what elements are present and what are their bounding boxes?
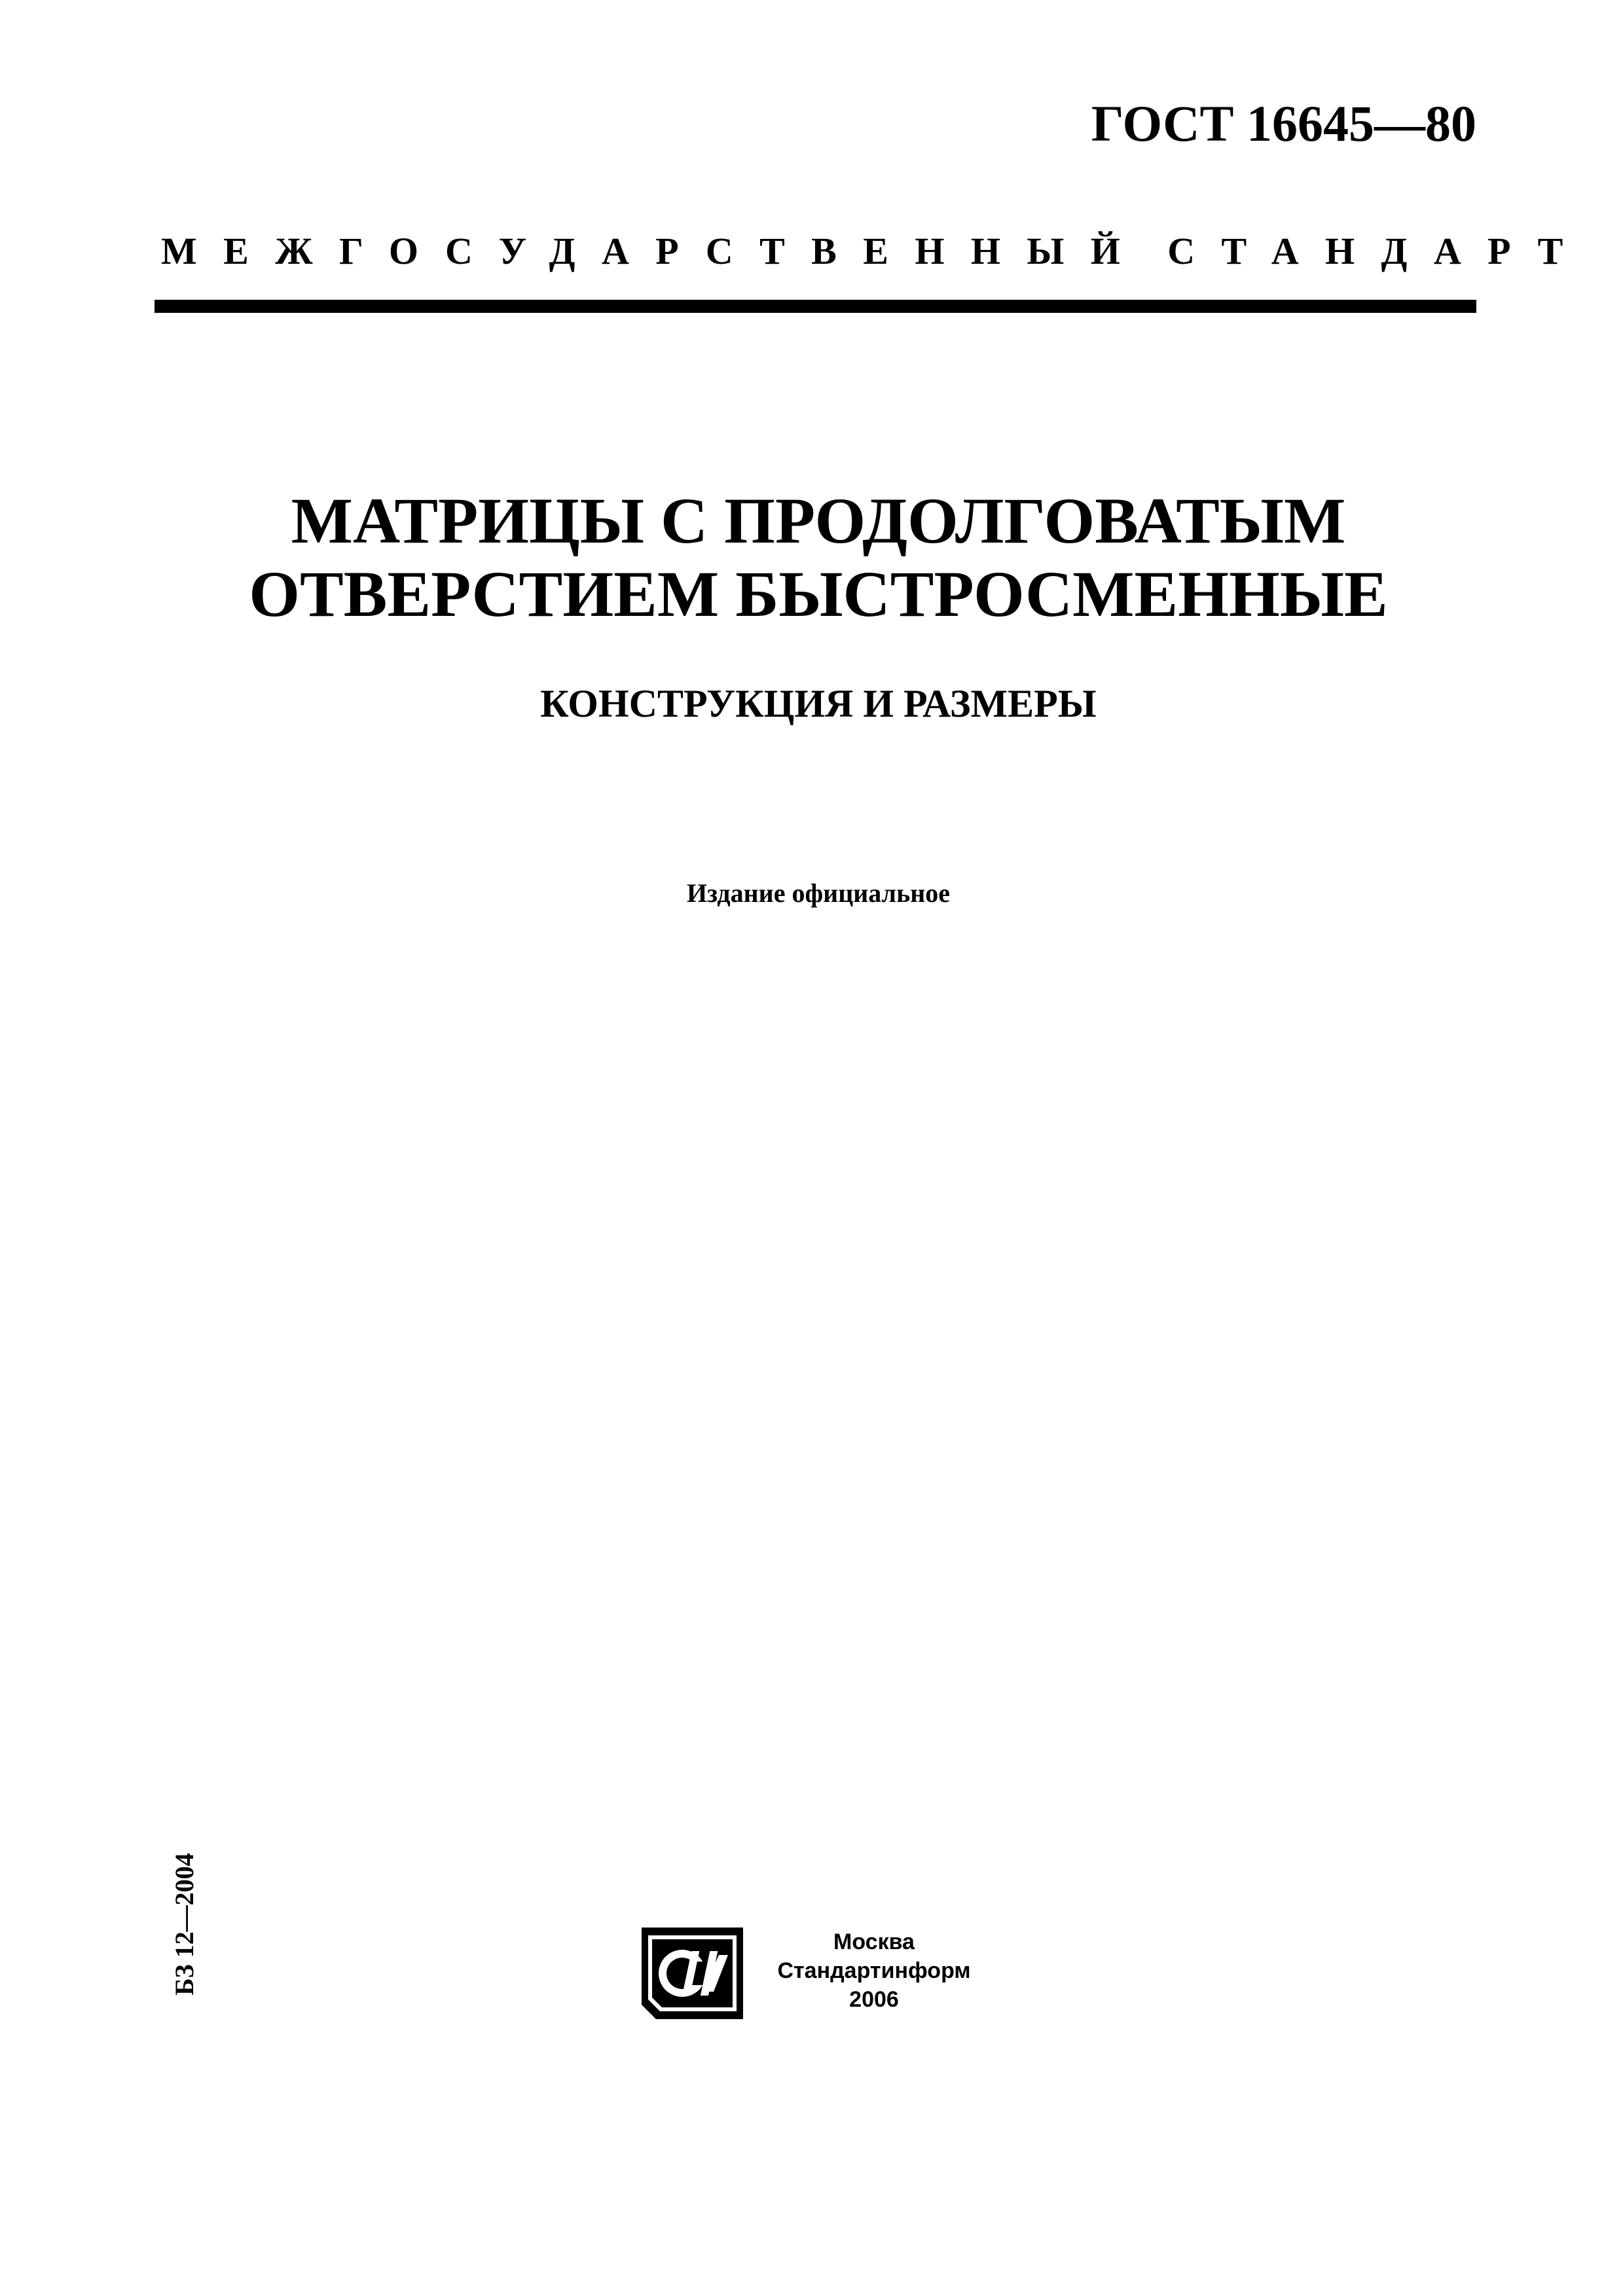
document-number: ГОСТ 16645—80 <box>1091 95 1476 152</box>
standartinform-logo-icon <box>642 1928 743 2019</box>
document-title-line-1: МАТРИЦЫ С ПРОДОЛГОВАТЫМ <box>291 484 1346 557</box>
edition-note: Издание официальное <box>686 878 951 908</box>
publisher-city: Москва <box>833 1929 915 1954</box>
document-subtitle: КОНСТРУКЦИЯ И РАЗМЕРЫ <box>540 682 1097 725</box>
publisher-name: Стандартинформ <box>777 1958 971 1983</box>
side-code-label: БЗ 12—2004 <box>170 1853 199 1996</box>
publisher-block <box>769 1928 979 2014</box>
heading-divider <box>155 300 1476 313</box>
publisher-year: 2006 <box>849 1987 899 2012</box>
standard-type-word-2: СТАНДАРТ <box>1167 230 1590 272</box>
standard-type-heading <box>161 230 1590 272</box>
document-title-line-2: ОТВЕРСТИЕМ БЫСТРОСМЕННЫЕ <box>249 558 1388 630</box>
logo-graphic <box>642 1928 743 2019</box>
document-title <box>131 484 1506 631</box>
standard-type-word-1: МЕЖГОСУДАРСТВЕННЫЙ <box>161 230 1147 272</box>
